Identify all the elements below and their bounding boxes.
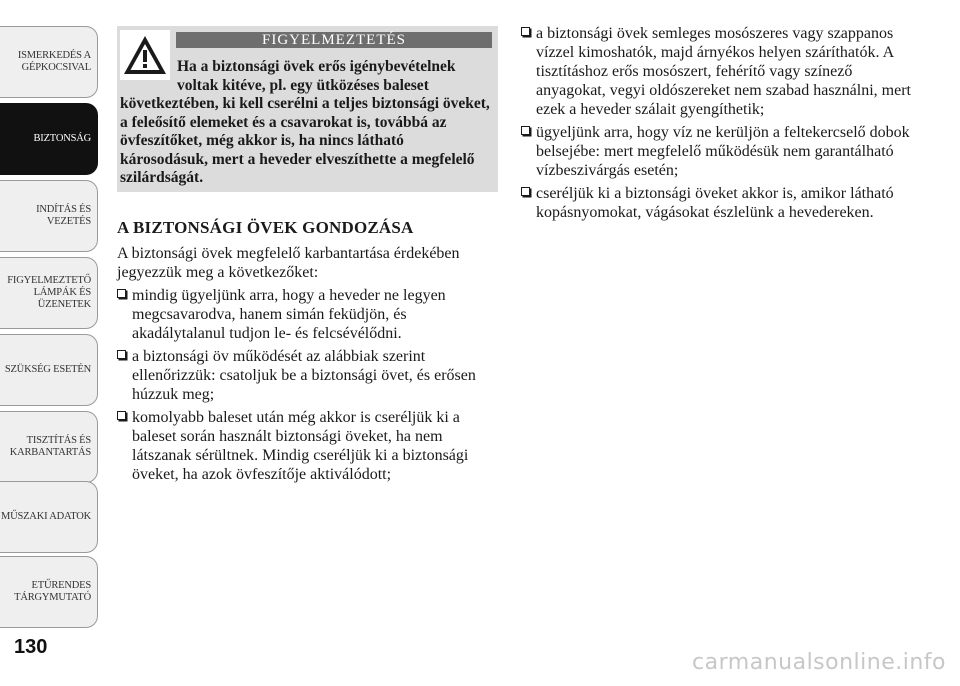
care-list-right [521,24,916,222]
list-item [117,347,502,404]
list-item [117,408,502,484]
tab-label: INDÍTÁS ÉS VEZETÉS [36,204,91,227]
page-number: 130 [14,636,48,658]
tab-label: SZÜKSÉG ESETÉN [4,364,91,375]
tab-label: ISMERKEDÉS A GÉPKOCSIVAL [17,50,91,73]
checkbox-bullet-icon [521,187,530,196]
left-column [117,218,502,488]
checkbox-bullet-icon [117,350,126,359]
care-list-left [117,286,502,484]
list-item-text: mindig ügyeljünk arra, hogy a heveder ne legyen megcsavarodva, hanem simán feküdjön, és akadálytalanul tudjon le- és felcsévélődni. [132,287,446,342]
section-heading: A BIZTONSÁGI ÖVEK GONDOZÁSA [117,218,414,237]
list-item [521,123,916,180]
tab-label: FIGYELMEZTETŐ LÁMPÁK ÉS ÜZENETEK [7,275,91,310]
tab-inditas-es-vezetes[interactable] [0,180,98,252]
list-item [521,184,916,222]
watermark: carmanualsonline.info [692,650,946,675]
tab-figyelmezteto-lampak[interactable] [0,257,98,329]
list-item-text: komolyabb baleset után még akkor is cseréljük ki a baleset során használt biztonsági öveket, ha nem látszanak sérültnek. Mindig cseréljük ki a biztonsági öveket, ha azok övfeszítője aktiválódott; [132,409,469,483]
tab-label: ETŰRENDES TÁRGYMUTATÓ [14,580,91,603]
tab-targymutato[interactable] [0,556,98,628]
checkbox-bullet-icon [521,126,530,135]
tab-biztonsag[interactable] [0,103,98,175]
tab-label: BIZTONSÁG [33,133,91,144]
checkbox-bullet-icon [117,411,126,420]
list-item [521,24,916,119]
checkbox-bullet-icon [117,289,126,298]
list-item-text: a biztonsági övek semleges mosószeres vagy szappanos vízzel kimoshatók, majd árnyékos helyen száríthatók. A tisztításhoz erős mosószert, fehérítő vagy színező anyagokat, vegyi oldószereket nem szabad használni, mert ezek a heveder szálait gyengíthetik; [536,25,911,118]
tab-ismerkedes[interactable] [0,26,98,98]
warning-text: Ha a biztonsági övek erős igénybevételnek voltak kitéve, pl. egy ütközéses baleset következtében, ki kell cserélni a teljes biztonsági öveket, a feleősítő elemeket és a csavarokat is, továbbá az övfeszítőket, még akkor is, ha nincs látható károsodásuk, mert a heveder elveszíthette a megfelelő szilárdságát. [120,58,490,186]
tab-tisztitas-es-karbantartas[interactable] [0,411,98,483]
list-item [117,286,502,343]
checkbox-bullet-icon [521,27,530,36]
right-column [521,24,916,226]
section-intro: A biztonsági övek megfelelő karbantartása érdekében jegyezzük meg a következőket: [117,245,460,281]
list-item-text: a biztonsági öv működését az alábbiak szerint ellenőrizzük: csatoljuk be a biztonsági övet, és erősen húzzuk meg; [132,348,476,403]
warning-box [117,26,498,192]
warning-title: FIGYELMEZTETÉS [176,32,492,48]
warning-text-block [120,58,492,188]
tab-szukseg-eseten[interactable] [0,334,98,406]
list-item-text: cseréljük ki a biztonsági öveket akkor is, amikor látható kopásnyomokat, vágásokat észlelünk a hevedereken. [536,185,894,221]
tab-muszaki-adatok[interactable] [0,481,98,553]
tab-label: TISZTÍTÁS ÉS KARBANTARTÁS [9,435,91,458]
list-item-text: ügyeljünk arra, hogy víz ne kerüljön a feltekercselő dobok belsejébe: mert megfelelő működésük nem garantálható vízbeszivárgás esetén; [536,124,910,179]
tab-label: MŰSZAKI ADATOK [0,511,91,522]
